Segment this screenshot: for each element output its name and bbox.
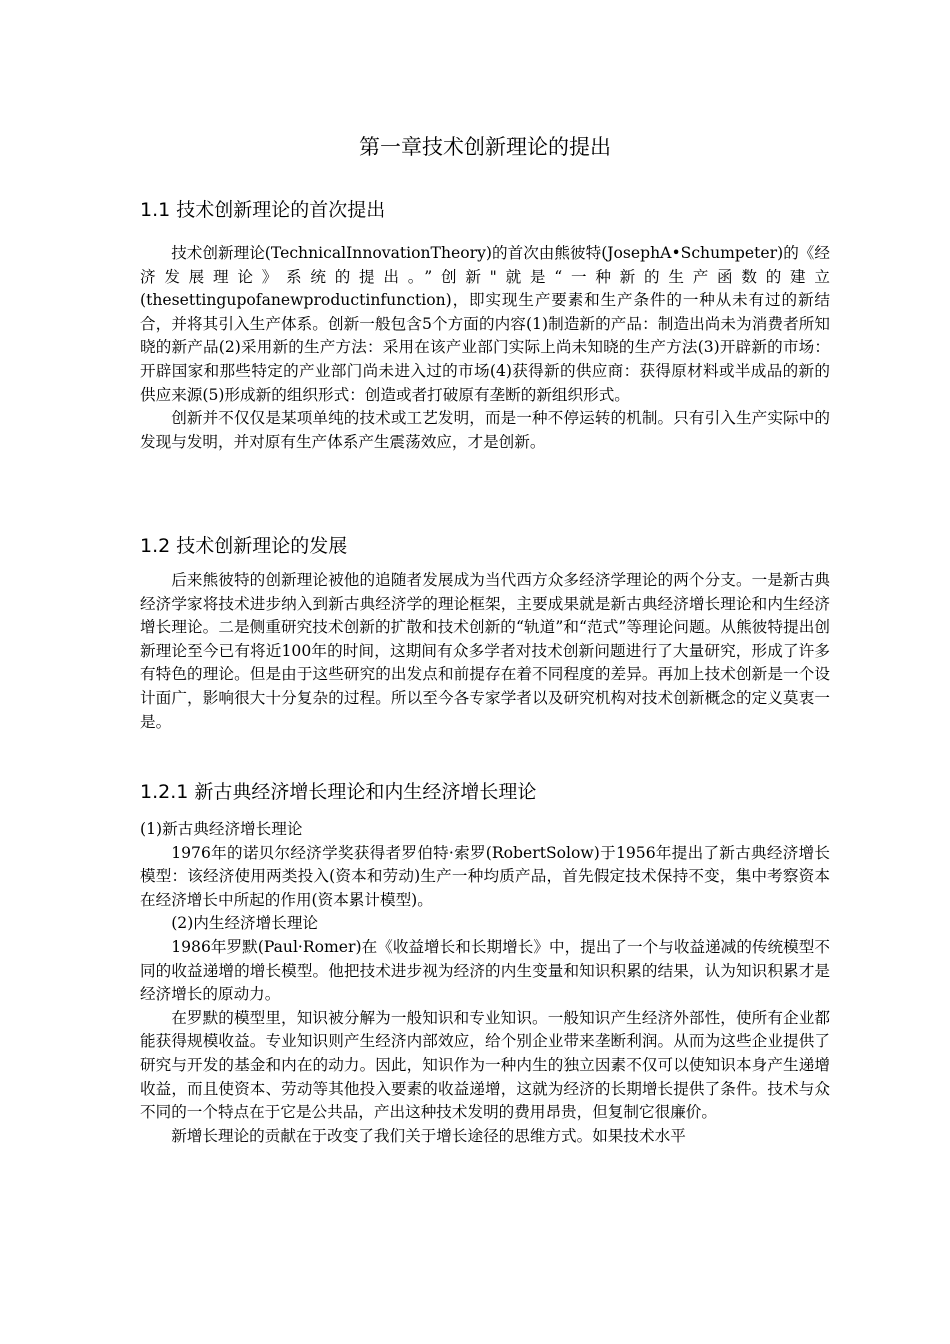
section-1-2-body: [140, 569, 830, 734]
paragraph: 新增长理论的贡献在于改变了我们关于增长途径的思维方式。如果技术水平: [171, 1126, 686, 1145]
paragraph: 1976年的诺贝尔经济学奖获得者罗伯特·索罗(RobertSolow)于1956年提出了新古典经济增长模型：该经济使用两类投入(资本和劳动)生产一种均质产品，首先假定技术保持不变，集中考察资本在经济增长中所起的作用(资本累计模型)。: [140, 843, 830, 909]
section-1-2-1-body: [140, 818, 830, 1148]
paragraph: 1986年罗默(Paul·Romer)在《收益增长和长期增长》中，提出了一个与收益递减的传统模型不同的收益递增的增长模型。他把技术进步视为经济的内生变量和知识积累的结果，认为知识积累才是经济增长的原动力。: [140, 937, 830, 1004]
section-1-2-1-heading: 1.2.1 新古典经济增长理论和内生经济增长理论: [140, 781, 537, 803]
paragraph: 在罗默的模型里，知识被分解为一般知识和专业知识。一般知识产生经济外部性，使所有企业都能获得规模收益。专业知识则产生经济内部效应，给个别企业带来垄断利润。从而为这些企业提供了研究与开发的基金和内在的动力。因此，知识作为一种内生的独立因素不仅可以使知识本身产生递增收益，而且使资本、劳动等其他投入要素的收益递增，这就为经济的长期增长提供了条件。技术与众不同的一个特点在于它是公共品，产出这种技术发明的费用昂贵，但复制它很廉价。: [140, 1008, 830, 1122]
section-1-2-heading: 1.2 技术创新理论的发展: [140, 535, 348, 557]
subsection-label: (2)内生经济增长理论: [171, 914, 319, 933]
paragraph: 技术创新理论(TechnicalInnovationTheory)的首次由熊彼特(JosephA•Schumpeter)的《经济发展理论》系统的提出。”创新"就是“一种新的生产函数的建立(thesettingupofanewproductinfunction)，即实现生产要素和生产条件的一种从未有过的新结合，并将其引入生产体系。创新一般包含5个方面的内容(1)制造新的产品：制造出尚未为消费者所知晓的新产品(2)采用新的生产方法：采用在该产业部门实际上尚未知晓的生产方法(3)开辟新的市场：开辟国家和那些特定的产业部门尚未进入过的市场(4)获得新的供应商：获得原材料或半成品的新的供应来源(5)形成新的组织形式：创造或者打破原有垄断的新组织形式。: [140, 244, 830, 404]
chapter-title: 第一章技术创新理论的提出: [359, 135, 611, 159]
paragraph: 后来熊彼特的创新理论被他的追随者发展成为当代西方众多经济学理论的两个分支。一是新古典经济学家将技术进步纳入到新古典经济学的理论框架，主要成果就是新古典经济增长理论和内生经济增长理论。二是侧重研究技术创新的扩散和技术创新的“轨道”和“范式”等理论问题。从熊彼特提出创新理论至今已有将近100年的时间，这期间有众多学者对技术创新问题进行了大量研究，形成了许多有特色的理论。但是由于这些研究的出发点和前提存在着不同程度的差异。再加上技术创新是一个设计面广，影响很大十分复杂的过程。所以至今各专家学者以及研究机构对技术创新概念的定义莫衷一是。: [140, 571, 830, 731]
paragraph: 创新并不仅仅是某项单纯的技术或工艺发明，而是一种不停运转的机制。只有引入生产实际中的发现与发明，并对原有生产体系产生震荡效应，才是创新。: [140, 409, 830, 451]
section-1-1-heading: 1.1 技术创新理论的首次提出: [140, 199, 386, 221]
section-1-1-body: [140, 242, 830, 454]
subsection-label: (1)新古典经济增长理论: [140, 820, 303, 838]
